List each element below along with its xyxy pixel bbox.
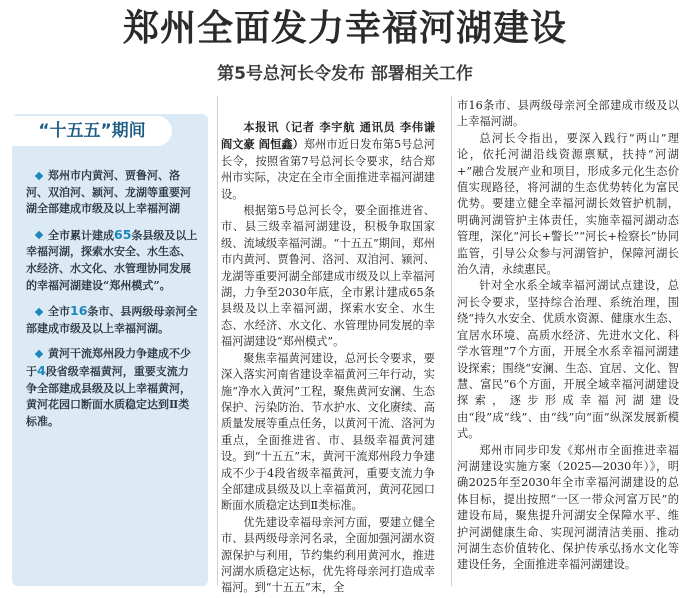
sidebar-title: “十五五”期间	[12, 116, 172, 146]
article-paragraph: 郑州市同步印发《郑州市全面推进幸福河湖建设实施方案（2025—2030年）》，明确2025年至2030年全市幸福河湖建设的总体目标，提出按照“一区一带众河富万民”的建设布局，聚焦提升河湖安全保障水平、维护河湖健康生命、实现河湖清洁美丽、推动河湖生态价值转化、保护传承弘扬水文化等建设任务，全面推进幸福河湖建设。	[457, 443, 679, 572]
diamond-bullet-icon	[35, 307, 43, 315]
sidebar-item	[26, 346, 198, 430]
sidebar-item-number: 4	[37, 362, 46, 378]
diamond-bullet-icon	[35, 231, 43, 239]
sidebar-item-text: 条市、县两级母亲河全部建成市级及以上幸福河湖。	[26, 305, 198, 335]
article-paragraph: 市16条市、县两级母亲河全部建成市级及以上幸福河湖。	[457, 99, 679, 129]
sidebar-item-number: 16	[70, 303, 88, 319]
article-paragraph: 根据第5号总河长令，要全面推进省、市、县三级幸福河湖建设，积极争取国家级、流域级幸福河湖。“十五五”期间，郑州市内黄河、贾鲁河、洛河、双洎河、颍河、龙湖等重要河湖全部建成市级及以上幸福河湖，力争至2030年底，全市累计建成65条县级及以上幸福河湖，探索水安全、水生态、水经济、水文化、水管理协同发展的幸福河湖建设“郑州模式”。	[221, 204, 435, 349]
sidebar-item	[26, 168, 198, 218]
sidebar-box	[12, 114, 208, 586]
sidebar-item	[26, 303, 198, 337]
sidebar-item-text: 黄河干流郑州段力争建成不少于	[26, 347, 191, 378]
diamond-bullet-icon	[35, 171, 43, 179]
sidebar-item-text: 全市累计建成	[48, 228, 114, 242]
sidebar-item-text: 段省级幸福黄河，重要支流力争全部建成县级及以上幸福黄河，黄河花园口断面水质稳定达到Ⅱ类标准。	[26, 364, 191, 428]
sidebar-items	[26, 168, 198, 439]
article-column-1	[221, 119, 435, 597]
article-paragraph	[221, 119, 435, 203]
sidebar-item-number: 65	[114, 226, 132, 242]
paragraph-text: 郑州市近日发布第5号总河长令，按照省第7号总河长令要求，结合郑州市实际，决定在全市全面推进幸福河湖建设。	[221, 138, 435, 201]
byline: 本报讯（记者 李宇航 通讯员 李伟谦 阎文豪 阎恒鑫）	[221, 120, 435, 152]
headline: 郑州全面发力幸福河湖建设	[122, 8, 567, 49]
article-paragraph: 优先建设幸福母亲河方面，要建立健全市、县两级母亲河名录，全面加强河湖水资源保护与利用，节约集约利用黄河水，推进河湖水质稳定达标，优先将母亲河打造成幸福河。到“十五五”末，全	[221, 515, 435, 595]
sidebar-item	[26, 227, 198, 294]
subheadline: 第5号总河长令发布 部署相关工作	[217, 64, 473, 84]
article-paragraph: 总河长令指出，要深入践行“两山”理论，依托河湖沿线资源禀赋，扶持“河湖+”融合发展产业和项目，形成多元化生态价值实现路径，将河湖的生态优势转化为富民优势。要建立健全幸福河湖长效管护机制，明确河湖管护主体责任，实施幸福河湖动态管理，深化“河长+警长”“河长+检察长”协同监管，引导公众参与河湖管护，保障河湖长治久清，永续惠民。	[457, 131, 679, 277]
column-divider	[451, 96, 452, 586]
sidebar-item-text: 郑州市内黄河、贾鲁河、洛河、双洎河、颍河、龙湖等重要河湖全部建成市级及以上幸福河湖	[26, 169, 191, 216]
sidebar-item-text: 条县级及以上幸福河湖，探索水安全、水生态、水经济、水文化、水管理协同发展的幸福河湖建设“郑州模式”。	[26, 228, 198, 292]
article-column-2	[457, 98, 679, 574]
sidebar-item-text: 全市	[48, 305, 70, 319]
column-divider	[217, 96, 218, 586]
article-paragraph: 聚焦幸福黄河建设，总河长令要求，要深入落实河南省建设幸福黄河三年行动，实施“净水入黄河”工程，聚焦黄河安澜、生态保护、污染防治、节水护水、文化赓续、高质量发展等重点任务，以黄河干流、洛河为重点，全面推进省、市、县级幸福黄河建设。到“十五五”末，黄河干流郑州段力争建成不少于4段省级幸福黄河，重要支流力争全部建成县级及以上幸福黄河，黄河花园口断面水质稳定达到Ⅱ类标准。	[221, 351, 435, 513]
diamond-bullet-icon	[35, 350, 43, 358]
article-paragraph: 针对全水系全域幸福河湖试点建设，总河长令要求，坚持综合治理、系统治理，围绕“持久水安全、优质水资源、健康水生态、宜居水环境、高质水经济、先进水文化、科学水管理”7个方面，开展全水系幸福河湖建设探索；围绕“安澜、生态、宜居、文化、智慧、富民”6个方面，开展全域幸福河湖建设探索，逐步形成幸福河湖建设由“段”成“线”、由“线”向“面”纵深发展新模式。	[457, 279, 679, 441]
